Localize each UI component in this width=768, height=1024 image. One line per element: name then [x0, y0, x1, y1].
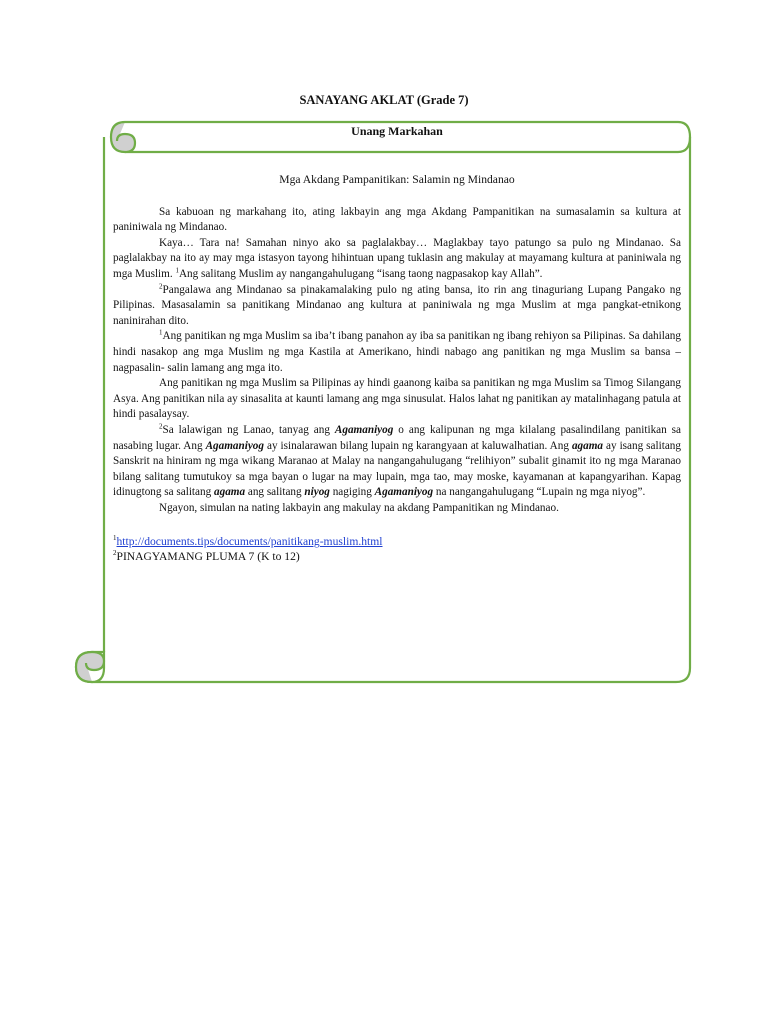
section-subtitle: Mga Akdang Pampanitikan: Salamin ng Mindanao — [279, 173, 515, 186]
term-agama: agama — [214, 486, 246, 499]
quarter-heading: Unang Markahan — [351, 124, 443, 138]
paragraph-5: Ang panitikan ng mga Muslim sa Pilipinas ay hindi gaanong kaiba sa panitikan ng mga Muslim sa Timog Silangang Asya. Ang panitikan nila ay sinasalita at kaunti lamang ang mga sinusulat. Halos lahat ng panitikan ay matalinhagang patula at hindi pasalaysay. — [113, 377, 681, 421]
paragraph-2: Kaya… Tara na! Samahan ninyo ako sa paglalakbay… Maglakbay tayo patungo sa pulo ng Mindanao. Sa paglalakbay na ito ay may mga istasyon tayong hihintuan upang tuklasin ang makulay at mayamang kultura at paniniwala ng mga Muslim. $^1$Ang salitang Muslim ay nangangahulugang “isang taong nagpasakop kay Allah”. — [113, 236, 681, 280]
footnote-marker: 1 — [159, 328, 163, 337]
footnote-marker: 1 — [175, 266, 179, 275]
term-agamaniyog: Agamaniyog — [334, 423, 394, 436]
document-title: SANAYANG AKLAT (Grade 7) — [299, 93, 469, 107]
paragraph-7: Ngayon, simulan na nating lakbayin ang makulay na akdang Pampanitikan ng Mindanao. — [159, 501, 559, 514]
references — [113, 534, 681, 564]
footnote-marker: 2 — [159, 422, 163, 431]
term-agama: agama — [571, 439, 604, 452]
reference-1: $^1$http://documents.tips/documents/panitikang-muslim.html — [113, 534, 383, 549]
paragraph-1: Sa kabuoan ng markahang ito, ating lakbayin ang mga Akdang Pampanitikan na sumasalamin sa kultura at paniniwala ng Mindanao. — [113, 205, 681, 234]
footnote-marker: 2 — [159, 281, 163, 290]
term-agamaniyog: Agamaniyog — [374, 486, 434, 499]
term-agamaniyog: Agamaniyog — [205, 439, 264, 452]
paragraph-4: $^1$Ang panitikan ng mga Muslim sa iba’t ibang panahon ay iba sa panitikan ng ibang rehiyon sa Pilipinas. Sa dahilang hindi nasakop ang mga Muslim ng mga Kastila at Amerikano, hindi nabago ang panitikan ng mga Muslim sa bansa – nagpasalin- salin lamang ang mga ito. — [113, 328, 681, 374]
term-niyog: niyog — [304, 486, 330, 499]
scroll-content — [113, 172, 681, 564]
reference-2: $^2$PINAGYAMANG PLUMA 7 (K to 12) — [113, 549, 300, 564]
paragraph-6: $^2$Sa lalawigan ng Lanao, tanyag ang Agamaniyog o ang kalipunan ng mga kilalang pasalindilang panitikan sa nasabing lugar. Ang Agamaniyog ay isinalarawan bilang lupain ng karangyaan at kaluwalhatian. Ang agama ay isang salitang Sanskrit na hiniram ng mga wikang Maranao at Malay na nangangahulugang “relihiyon” subalit ginamit ito ng mga Maranao bilang salitang tumutukoy sa mga bayan o lugar na may lupain, mga tao, may moske, kayamanan at kapangyarihan. Kapag idinugtong sa salitang agama ang salitang niyog nagiging Agamaniyog na nangangahulugang “Lupain ng mga niyog”. — [113, 422, 682, 499]
paragraph-3: $^2$Pangalawa ang Mindanao sa pinakamalaking pulo ng ating bansa, ito rin ang tinaguriang Lupang Pangako ng Pilipinas. Masasalamin sa panitikang Mindanao ang kultura at paniniwala ng mga Muslim at mga pangkat-etnikong naninirahan dito. — [113, 281, 681, 327]
reference-link[interactable]: http://documents.tips/documents/panitikang-muslim.html — [116, 535, 383, 549]
